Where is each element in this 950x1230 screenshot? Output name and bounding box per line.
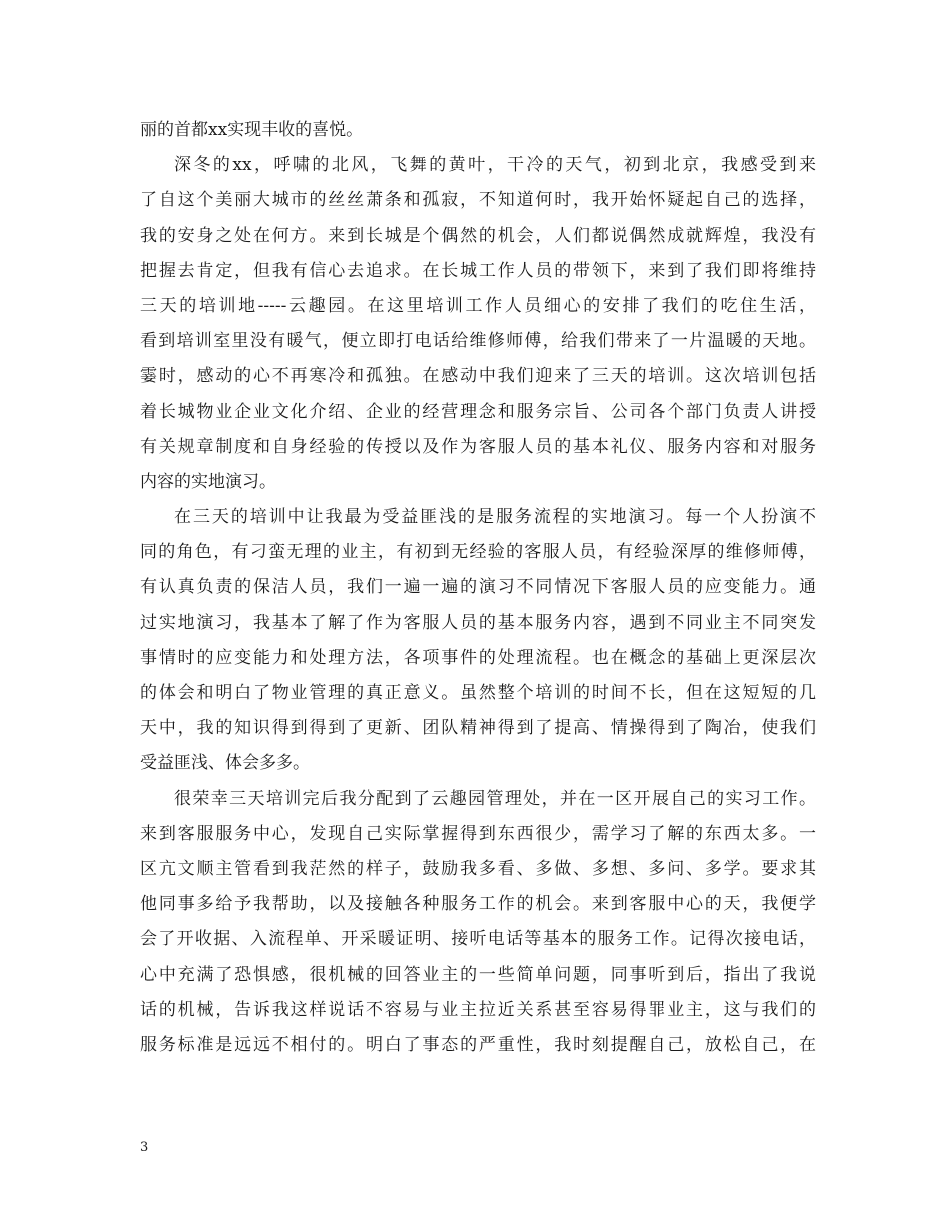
- text-line: 很荣幸三天培训完后我分配到了云趣园管理处，并在一区开展自己的实习工作。: [174, 788, 816, 809]
- text-line: 霎时，感动的心不再寒冷和孤独。在感动中我们迎来了三天的培训。这次培训包括: [140, 366, 816, 387]
- text-line: 三天的培训地-----云趣园。在这里培训工作人员细心的安排了我们的吃住生活，: [140, 295, 816, 316]
- text-line: 丽的首都xx实现丰收的喜悦。: [140, 120, 364, 140]
- text-line: 深冬的xx，呼啸的北风，飞舞的黄叶，干冷的天气，初到北京，我感受到来: [174, 155, 816, 176]
- text-line: 了自这个美丽大城市的丝丝萧条和孤寂，不知道何时，我开始怀疑起自己的选择，: [140, 190, 816, 211]
- text-line: 服务标准是远远不相付的。明白了事态的严重性，我时刻提醒自己，放松自己，在: [140, 1034, 816, 1055]
- text-line: 他同事多给予我帮助，以及接触各种服务工作的机会。来到客服中心的天，我便学: [140, 894, 816, 915]
- text-line: 区亢文顺主管看到我茫然的样子，鼓励我多看、多做、多想、多问、多学。要求其: [140, 858, 816, 879]
- text-line: 过实地演习，我基本了解了作为客服人员的基本服务内容，遇到不同业主不同突发: [140, 612, 816, 633]
- text-line: 内容的实地演习。: [140, 471, 276, 492]
- text-line: 来到客服服务中心，发现自己实际掌握得到东西很少，需学习了解的东西太多。一: [140, 823, 816, 844]
- text-line: 事情时的应变能力和处理方法，各项事件的处理流程。也在概念的基础上更深层次: [140, 647, 816, 668]
- text-line: 受益匪浅、体会多多。: [140, 753, 310, 774]
- text-line: 话的机械，告诉我这样说话不容易与业主拉近关系甚至容易得罪业主，这与我们的: [140, 999, 816, 1020]
- text-line: 有认真负责的保洁人员，我们一遍一遍的演习不同情况下客服人员的应变能力。通: [140, 577, 816, 598]
- text-line: 天中，我的知识得到得到了更新、团队精神得到了提高、情操得到了陶冶，使我们: [140, 718, 816, 739]
- body-text: [140, 113, 816, 1063]
- text-line: 着长城物业企业文化介绍、企业的经营理念和服务宗旨、公司各个部门负责人讲授: [140, 401, 816, 422]
- text-line: 会了开收据、入流程单、开采暖证明、接听电话等基本的服务工作。记得次接电话，: [140, 929, 816, 950]
- text-line: 有关规章制度和自身经验的传授以及作为客服人员的基本礼仪、服务内容和对服务: [140, 436, 816, 457]
- text-line: 心中充满了恐惧感，很机械的回答业主的一些简单问题，同事听到后，指出了我说: [140, 964, 816, 985]
- text-line: 我的安身之处在何方。来到长城是个偶然的机会，人们都说偶然成就辉煌，我没有: [140, 225, 816, 246]
- text-line: 同的角色，有刁蛮无理的业主，有初到无经验的客服人员，有经验深厚的维修师傅，: [140, 542, 816, 563]
- text-line: 看到培训室里没有暖气，便立即打电话给维修师傅，给我们带来了一片温暖的天地。: [140, 331, 816, 352]
- text-line: 把握去肯定，但我有信心去追求。在长城工作人员的带领下，来到了我们即将维持: [140, 260, 816, 281]
- page-number: 3: [140, 1140, 149, 1155]
- text-line: 在三天的培训中让我最为受益匪浅的是服务流程的实地演习。每一个人扮演不: [174, 507, 816, 528]
- text-line: 的体会和明白了物业管理的真正意义。虽然整个培训的时间不长，但在这短短的几: [140, 683, 816, 703]
